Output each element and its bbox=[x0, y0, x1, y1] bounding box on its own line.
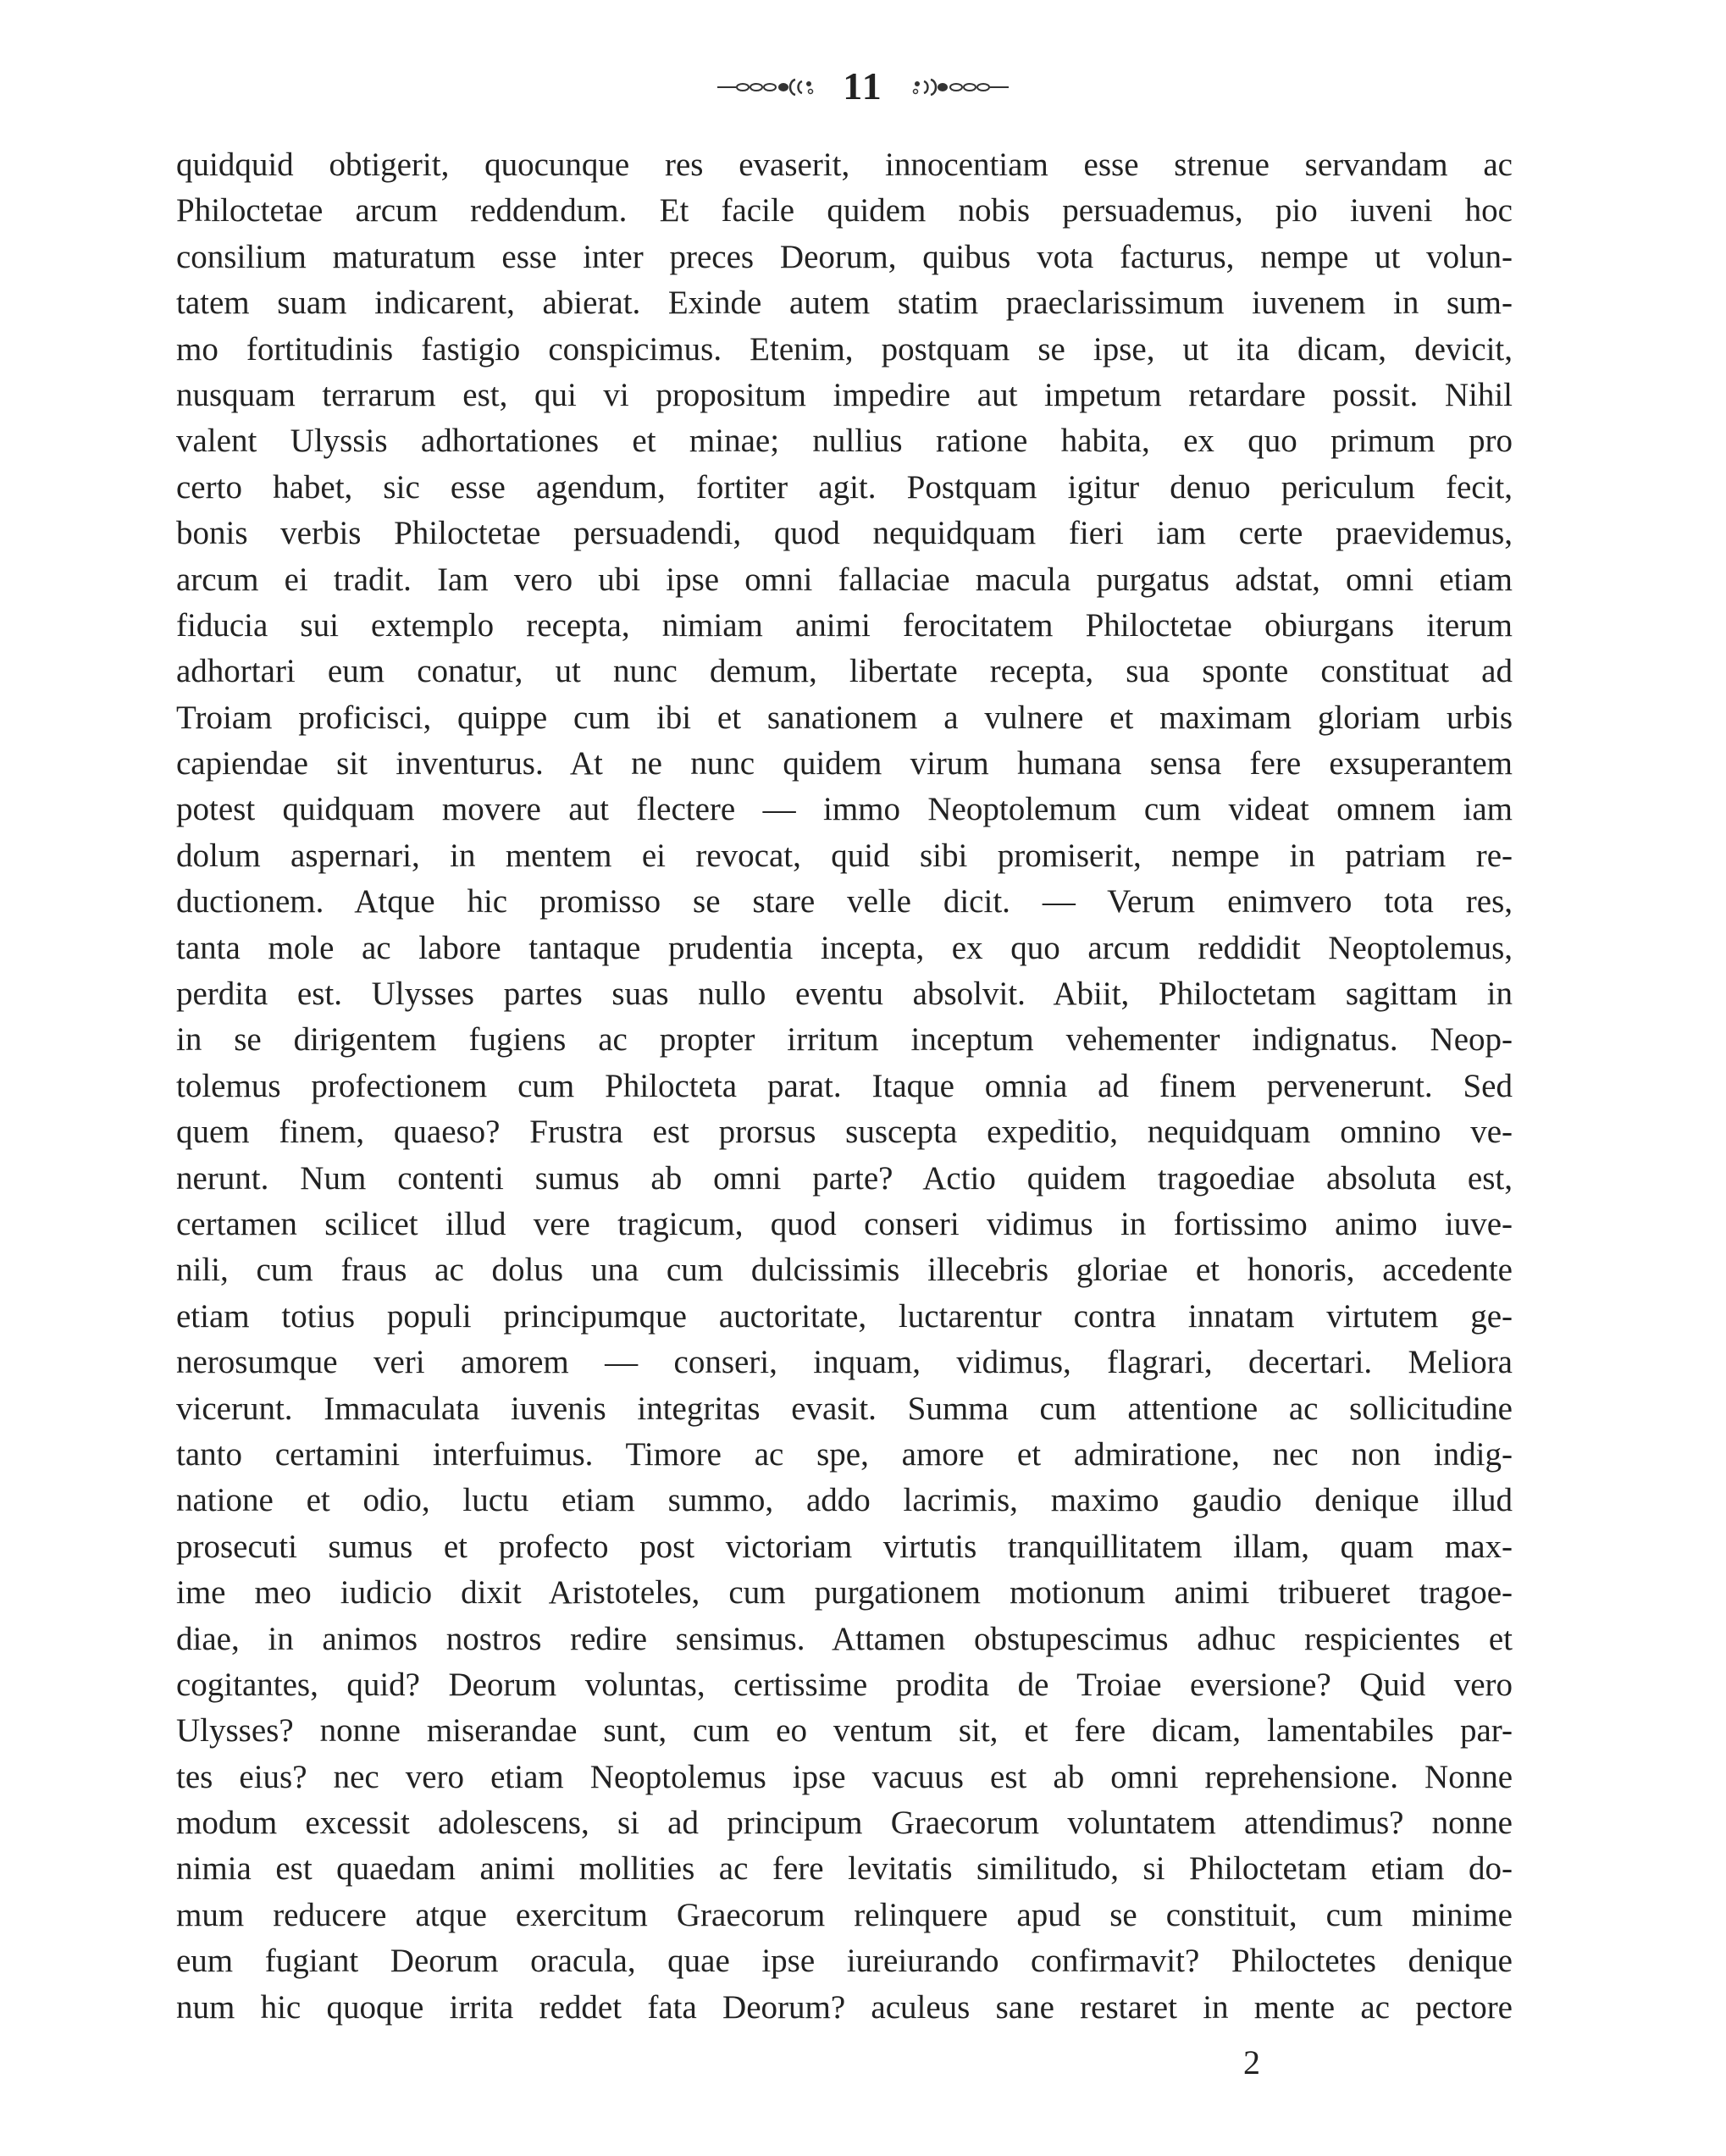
text-line: dolum aspernari, in mentem ei revocat, quid sibi promiserit, nempe in patriam re- bbox=[176, 837, 1513, 874]
text-line: etiam totius populi principumque auctoritate, luctarentur contra innatam virtutem ge- bbox=[176, 1297, 1513, 1335]
text-line: adhortari eum conatur, ut nunc demum, libertate recepta, sua sponte constituat ad bbox=[176, 653, 1513, 690]
text-line: quidquid obtigerit, quocunque res evaserit, innocentiam esse strenue servandam ac bbox=[176, 146, 1513, 183]
text-line: nimia est quaedam animi mollities ac fere levitatis similitudo, si Philoctetam etiam do- bbox=[176, 1850, 1513, 1888]
text-line: capiendae sit inventurus. At ne nunc quidem virum humana sensa fere exsuperantem bbox=[176, 745, 1513, 782]
text-line: fiducia sui extemplo recepta, nimiam animi ferocitatem Philoctetae obiurgans iterum bbox=[176, 606, 1513, 644]
text-line: quem finem, quaeso? Frustra est prorsus suscepta expeditio, nequidquam omnino ve- bbox=[176, 1114, 1513, 1151]
text-line: modum excessit adolescens, si ad principum Graecorum voluntatem attendimus? nonne bbox=[176, 1805, 1513, 1842]
text-line: mo fortitudinis fastigio conspicimus. Etenim, postquam se ipse, ut ita dicam, devicit, bbox=[176, 330, 1513, 368]
text-line: perdita est. Ulysses partes suas nullo eventu absolvit. Abiit, Philoctetam sagittam in bbox=[176, 976, 1513, 1013]
text-line: nili, cum fraus ac dolus una cum dulcissimis illecebris gloriae et honoris, accedente bbox=[176, 1252, 1513, 1289]
text-line: arcum ei tradit. Iam vero ubi ipse omni fallaciae macula purgatus adstat, omni etiam bbox=[176, 561, 1513, 598]
text-line: tes eius? nec vero etiam Neoptolemus ipse vacuus est ab omni reprehensione. Nonne bbox=[176, 1758, 1513, 1795]
text-line: eum fugiant Deorum oracula, quae ipse iureiurando confirmavit? Philoctetes denique bbox=[176, 1943, 1513, 1980]
text-line: certamen scilicet illud vere tragicum, quod conseri vidimus in fortissimo animo iuve- bbox=[176, 1205, 1513, 1242]
body-text bbox=[176, 142, 1513, 2031]
text-line: Troiam proficisci, quippe cum ibi et sanationem a vulnere et maximam gloriam urbis bbox=[176, 699, 1513, 736]
text-line: tanto certamini interfuimus. Timore ac spe, amore et admiratione, nec non indig- bbox=[176, 1435, 1513, 1473]
page-number: 11 bbox=[843, 64, 883, 108]
text-line: bonis verbis Philoctetae persuadendi, quod nequidquam fieri iam certe praevidemus, bbox=[176, 515, 1513, 552]
text-line: mum reducere atque exercitum Graecorum relinquere apud se constituit, cum minime bbox=[176, 1896, 1513, 1933]
text-line: valent Ulyssis adhortationes et minae; nullius ratione habita, ex quo primum pro bbox=[176, 423, 1513, 460]
text-line: certo habet, sic esse agendum, fortiter agit. Postquam igitur denuo periculum fecit, bbox=[176, 468, 1513, 506]
text-line: nerunt. Num contenti sumus ab omni parte? Actio quidem tragoediae absoluta est, bbox=[176, 1159, 1513, 1197]
text-line: ime meo iudicio dixit Aristoteles, cum purgationem motionum animi tribueret tragoe- bbox=[176, 1574, 1513, 1611]
text-line: in se dirigentem fugiens ac propter irritum inceptum vehementer indignatus. Neop- bbox=[176, 1021, 1513, 1059]
text-line: consilium maturatum esse inter preces Deorum, quibus vota facturus, nempe ut volun- bbox=[176, 238, 1513, 275]
text-line: Philoctetae arcum reddendum. Et facile quidem nobis persuademus, pio iuveni hoc bbox=[176, 192, 1513, 229]
signature-mark: 2 bbox=[1243, 2043, 1260, 2081]
text-line: Ulysses? nonne miserandae sunt, cum eo ventum sit, et fere dicam, lamentabiles par- bbox=[176, 1712, 1513, 1750]
text-line: prosecuti sumus et profecto post victoriam virtutis tranquillitatem illam, quam max- bbox=[176, 1528, 1513, 1565]
text-line: ductionem. Atque hic promisso se stare velle dicit. — Verum enimvero tota res, bbox=[176, 883, 1513, 920]
text-line: nerosumque veri amorem — conseri, inquam, vidimus, flagrari, decertari. Meliora bbox=[176, 1344, 1513, 1381]
text-line: num hic quoque irrita reddet fata Deorum? aculeus sane restaret in mente ac pectore bbox=[176, 1988, 1513, 2026]
text-line: nusquam terrarum est, qui vi propositum impedire aut impetum retardare possit. Nihil bbox=[176, 376, 1513, 413]
text-line: vicerunt. Immaculata iuvenis integritas evasit. Summa cum attentione ac sollicitudine bbox=[176, 1390, 1513, 1427]
text-line: diae, in animos nostros redire sensimus. Attamen obstupescimus adhuc respicientes et bbox=[176, 1620, 1513, 1657]
page-header bbox=[0, 61, 1726, 112]
scroll-ornament-left-icon bbox=[717, 76, 819, 97]
text-line: cogitantes, quid? Deorum voluntas, certissime prodita de Troiae eversione? Quid vero bbox=[176, 1666, 1513, 1703]
text-line: potest quidquam movere aut flectere — immo Neoptolemum cum videat omnem iam bbox=[176, 791, 1513, 828]
text-line: tolemus profectionem cum Philocteta parat. Itaque omnia ad finem pervenerunt. Sed bbox=[176, 1067, 1513, 1104]
text-line: tatem suam indicarent, abierat. Exinde autem statim praeclarissimum iuvenem in sum- bbox=[176, 285, 1513, 322]
scroll-ornament-right-icon bbox=[907, 76, 1009, 97]
text-line: tanta mole ac labore tantaque prudentia incepta, ex quo arcum reddidit Neoptolemus, bbox=[176, 929, 1513, 966]
text-line: natione et odio, luctu etiam summo, addo lacrimis, maximo gaudio denique illud bbox=[176, 1482, 1513, 1519]
